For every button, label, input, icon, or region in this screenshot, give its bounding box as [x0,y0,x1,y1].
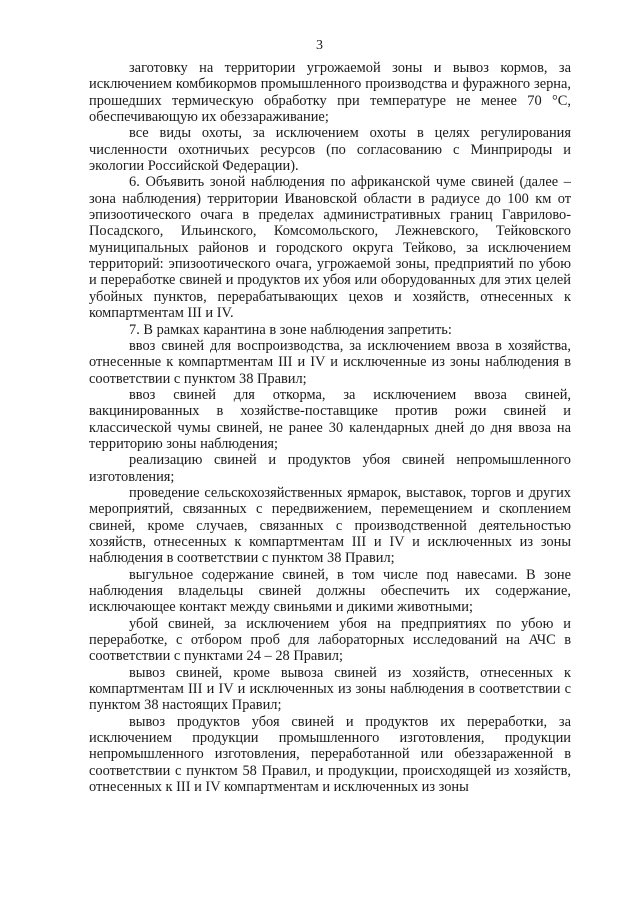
paragraph: проведение сельскохозяйственных ярмарок, выставок, торгов и других мероприятий, связанных с передвижением, перемещением и скоплением свиней, кроме случаев, связанных с производственной деятельностью хозяйств, отнесенных к компартментам III и IV и исключенных из зоны наблюдения в соответствии с пунктом 38 Правил; [89,484,571,567]
paragraph: ввоз свиней для воспроизводства, за исключением ввоза в хозяйства, отнесенные к компартментам III и IV и исключенные из зоны наблюдения в соответствии с пунктом 38 Правил; [89,337,571,387]
paragraph: реализацию свиней и продуктов убоя свиней непромышленного изготовления; [89,452,571,485]
paragraph: заготовку на территории угрожаемой зоны и вывоз кормов, за исключением комбикормов промышленного производства и фуражного зерна, прошедших термическую обработку при температуре не менее 70 °С, обеспечивающую их обеззараживание; [89,60,571,126]
page-number: 3 [316,38,323,53]
paragraph: убой свиней, за исключением убоя на предприятиях по убою и переработке, с отбором проб для лабораторных исследований на АЧС в соответствии с пунктами 24 – 28 Правил; [89,615,571,665]
paragraph: ввоз свиней для откорма, за исключением ввоза свиней, вакцинированных в хозяйстве-поставщике против рожи свиней и классической чумы свиней, не ранее 30 календарных дней до дня ввоза на территорию зоны наблюдения; [89,386,571,452]
paragraph: вывоз свиней, кроме вывоза свиней из хозяйств, отнесенных к компартментам III и IV и исключенных из зоны наблюдения в соответствии с пунктом 38 настоящих Правил; [89,664,571,714]
paragraph: вывоз продуктов убоя свиней и продуктов их переработки, за исключением продукции промышленного изготовления, продукции непромышленного изготовления, переработанной или обеззараженной в соответствии с пунктом 58 Правил, и продукции, происходящей из хозяйств, отнесенных к III и IV компартментам и исключенных из зоны [89,713,571,796]
paragraph: все виды охоты, за исключением охоты в целях регулирования численности охотничьих ресурсов (по согласованию с Минприроды и экологии Российской Федерации). [89,125,571,175]
paragraph: 7. В рамках карантина в зоне наблюдения запретить: [129,321,452,338]
paragraph: 6. Объявить зоной наблюдения по африканской чуме свиней (далее – зона наблюдения) территории Ивановской области в радиусе до 100 км от эпизоотического очага в пределах административных границ Гаврилово-Посадского, Ильинского, Комсомольского, Лежневского, Тейковского муниципальных районов и городского округа Тейково, за исключением территорий: эпизоотического очага, угрожаемой зоны, предприятий по убою и переработке свиней и продуктов их убоя или оборудованных для этих целей убойных пунктов, перерабатывающих цехов и хозяйств, отнесенных к компартментам III и IV. [89,174,571,322]
paragraph: выгульное содержание свиней, в том числе под навесами. В зоне наблюдения владельцы свиней должны обеспечить их содержание, исключающее контакт между свиньями и дикими животными; [89,566,571,616]
document-body [89,60,571,795]
